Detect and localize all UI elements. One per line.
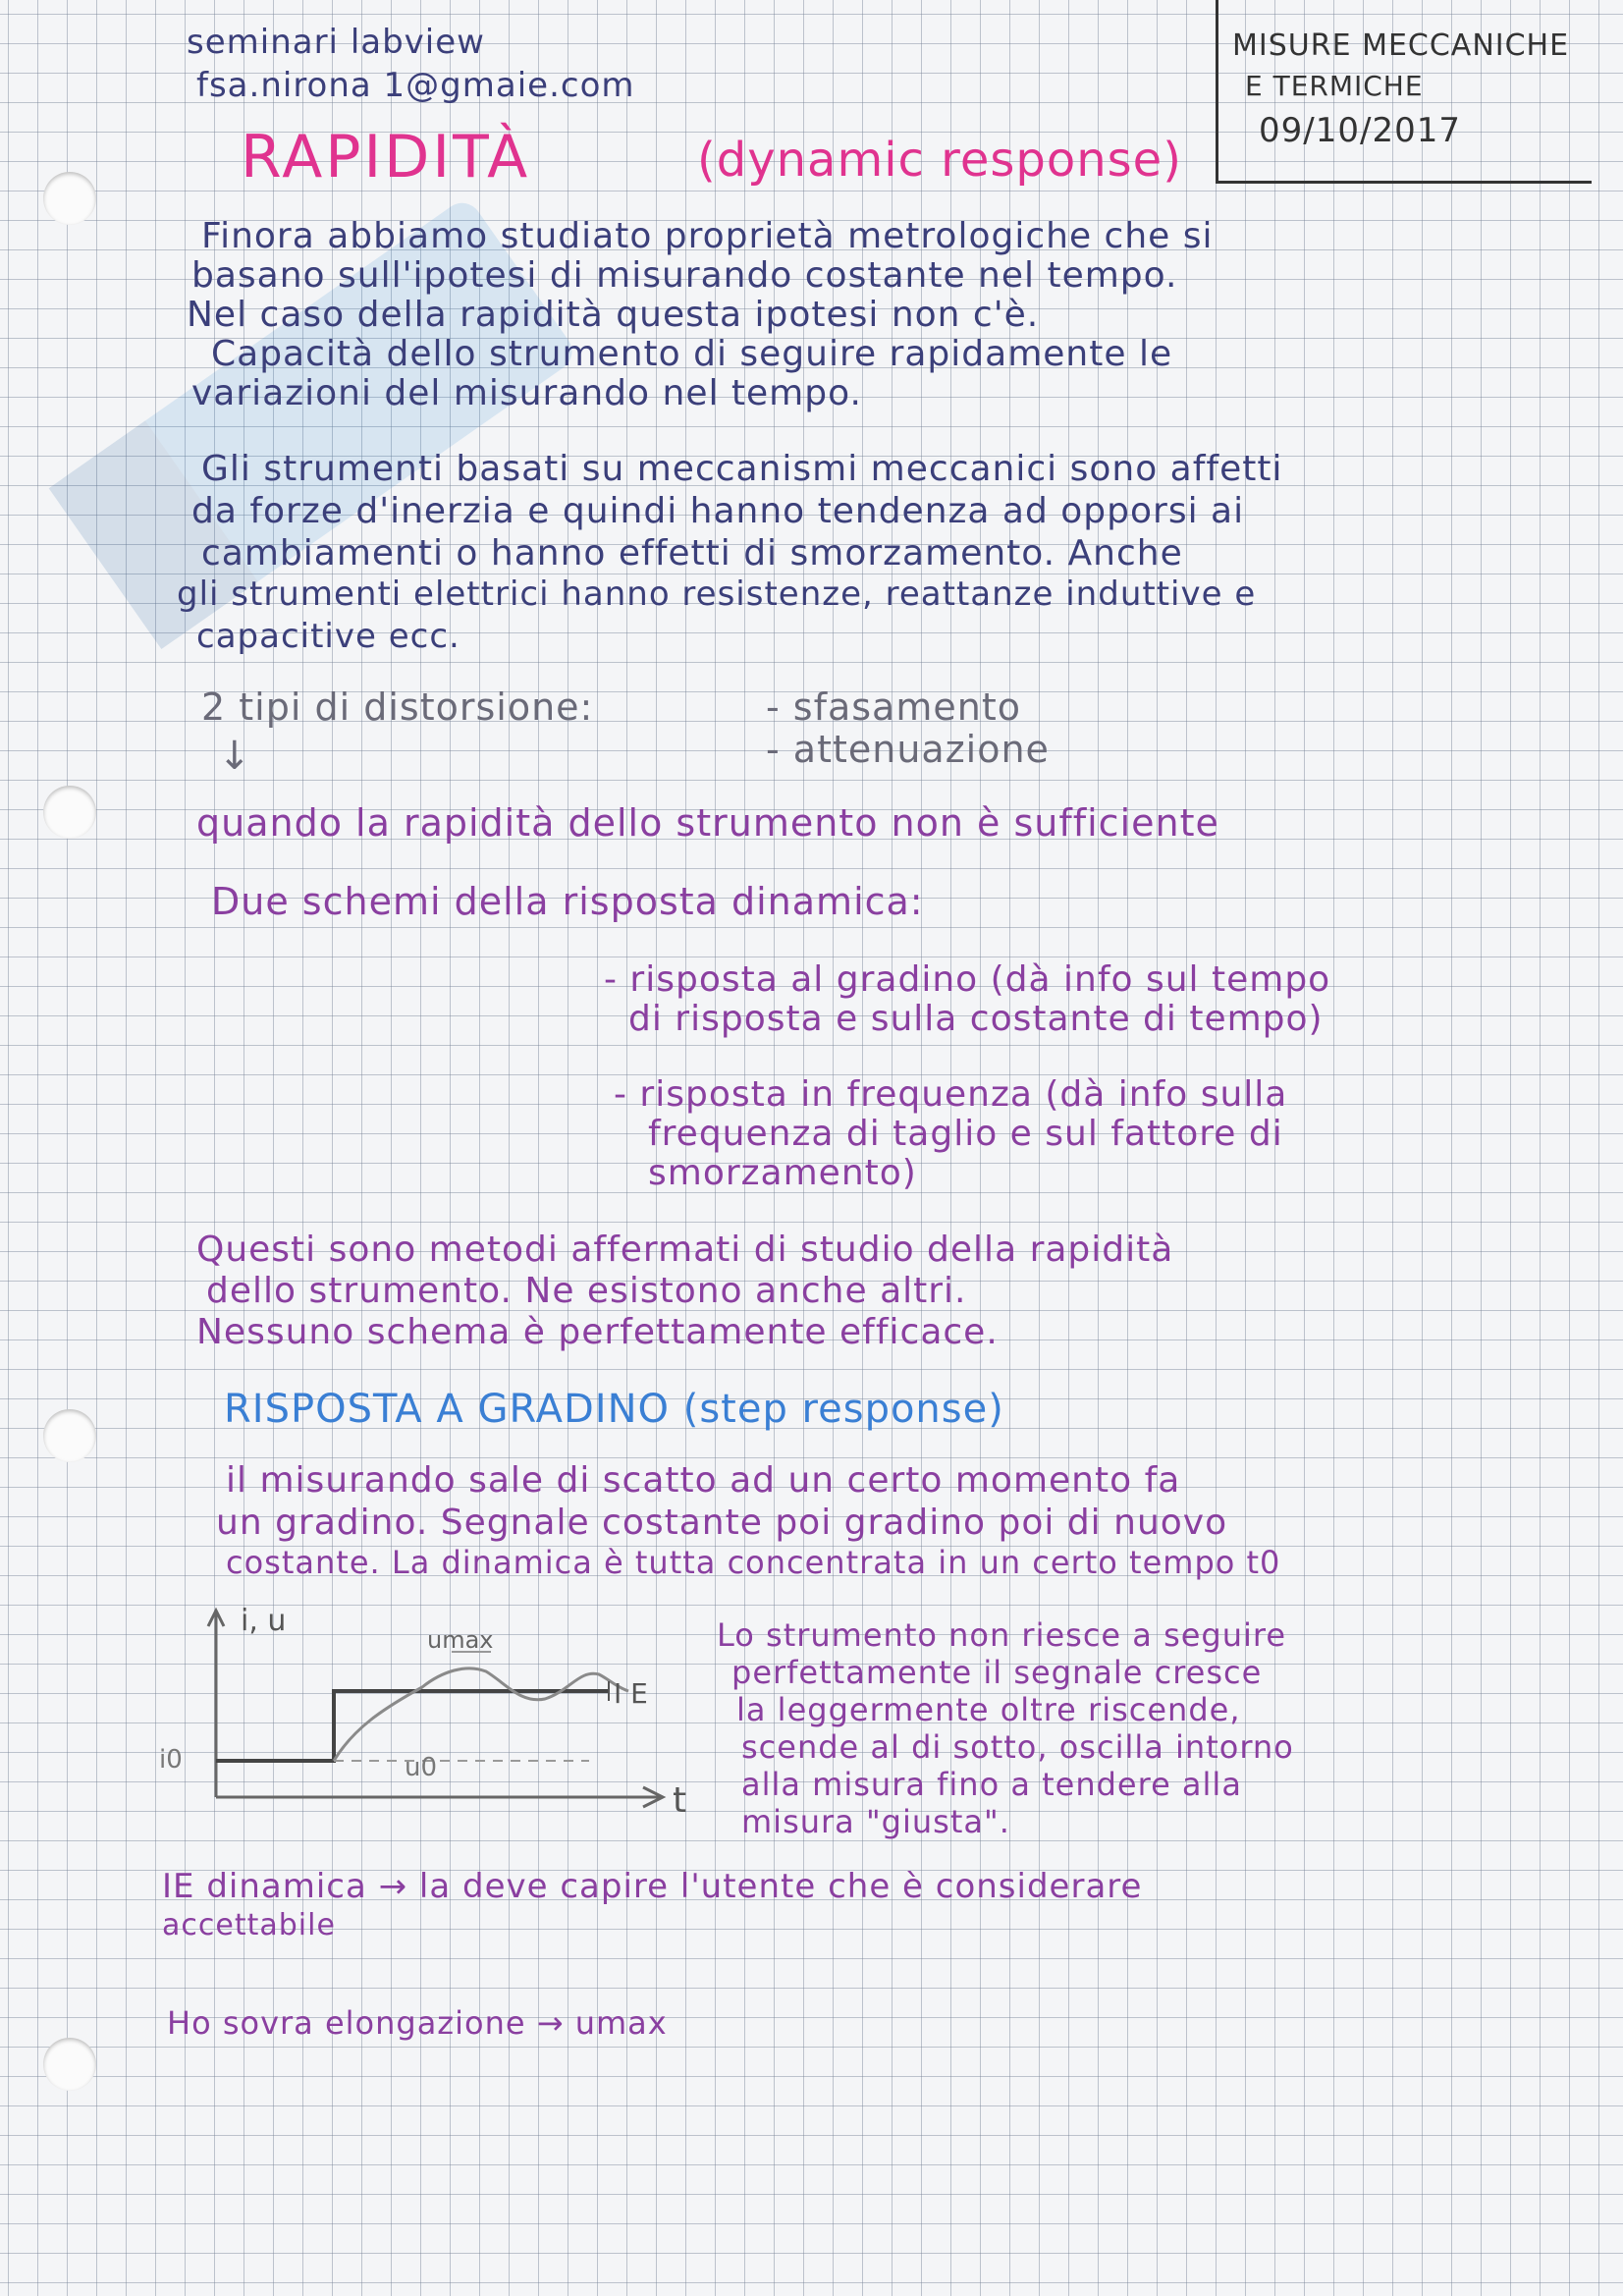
input-step-line (216, 1691, 609, 1761)
distortion-lead: 2 tipi di distorsione: (201, 685, 594, 729)
paragraph-methods-3: Nessuno schema è perfettamente efficace. (196, 1312, 999, 1352)
paragraph-instruments-1: Gli strumenti basati su meccanismi meccanici sono affetti (201, 449, 1283, 489)
side-note-2: perfettamente il segnale cresce (731, 1654, 1263, 1691)
output-response-curve (334, 1668, 628, 1761)
graph-umax-label: umax (427, 1626, 494, 1654)
step-response-heading: RISPOSTA A GRADINO (step response) (224, 1387, 1004, 1432)
graph-left-label: i0 (159, 1745, 183, 1775)
scheme-step-line-1: - risposta al gradino (dà info sul tempo (604, 959, 1331, 1000)
binder-hole-1 (43, 172, 96, 225)
step-text-2: un gradino. Segnale costante poi gradino poi di nuovo (216, 1503, 1228, 1543)
distortion-item-2: - attenuazione (766, 728, 1050, 771)
paragraph-instruments-4: gli strumenti elettrici hanno resistenze, reattanze induttive e (177, 574, 1257, 614)
graph-band-label: I E (614, 1677, 648, 1710)
scheme-step-line-2: di risposta e sulla costante di tempo) (628, 999, 1324, 1039)
distortion-item-1: - sfasamento (766, 685, 1021, 729)
side-note-5: alla misura fino a tendere alla (741, 1766, 1242, 1803)
paragraph-instruments-2: da forze d'inerzia e quindi hanno tendenza ad opporsi ai (191, 491, 1245, 531)
course-line-2: E TERMICHE (1245, 70, 1424, 102)
graph-y-label: i, u (241, 1604, 287, 1638)
side-note-6: misura "giusta". (741, 1803, 1010, 1840)
paragraph-methods-1: Questi sono metodi affermati di studio della rapidità (196, 1230, 1174, 1270)
binder-hole-4 (43, 2038, 96, 2091)
course-line-1: MISURE MECCANICHE (1232, 28, 1570, 63)
paragraph-intro-4: Capacità dello strumento di seguire rapidamente le (211, 334, 1173, 374)
page-title: RAPIDITÀ (241, 123, 531, 191)
step-text-3: costante. La dinamica è tutta concentrata in un certo tempo t0 (226, 1544, 1281, 1581)
paragraph-methods-2: dello strumento. Ne esistono anche altri. (206, 1271, 967, 1311)
binder-hole-3 (43, 1409, 96, 1462)
page-title-english: (dynamic response) (697, 133, 1182, 188)
scheme-freq-line-3: smorzamento) (648, 1153, 917, 1193)
scheme-freq-line-1: - risposta in frequenza (dà info sulla (614, 1074, 1288, 1115)
date: 09/10/2017 (1259, 111, 1461, 150)
down-arrow-icon: ↓ (218, 734, 252, 779)
schemes-lead: Due schemi della risposta dinamica: (211, 880, 924, 923)
author-line: seminari labview (187, 23, 485, 62)
step-response-graph (147, 1601, 697, 1836)
scheme-freq-line-2: frequenza di taglio e sul fattore di (648, 1114, 1283, 1154)
graph-inner-label: u0 (405, 1753, 438, 1782)
closing-line-3: Ho sovra elongazione → umax (167, 2004, 668, 2042)
closing-line-2: accettabile (162, 1908, 336, 1942)
closing-line-1: IE dinamica → la deve capire l'utente che è considerare (162, 1867, 1143, 1906)
binder-hole-2 (43, 786, 96, 839)
email: fsa.nirona 1@gmaie.com (196, 66, 635, 105)
paragraph-intro-3: Nel caso della rapidità questa ipotesi non c'è. (187, 295, 1040, 335)
distortion-result: quando la rapidità dello strumento non è sufficiente (196, 801, 1219, 845)
paragraph-intro-1: Finora abbiamo studiato proprietà metrologiche che si (201, 216, 1214, 256)
paragraph-intro-2: basano sull'ipotesi di misurando costante nel tempo. (191, 255, 1178, 296)
paragraph-instruments-5: capacitive ecc. (196, 617, 460, 656)
paragraph-instruments-3: cambiamenti o hanno effetti di smorzamento. Anche (201, 533, 1183, 574)
step-text-1: il misurando sale di scatto ad un certo momento fa (226, 1460, 1181, 1501)
side-note-4: scende al di sotto, oscilla intorno (741, 1728, 1294, 1766)
paragraph-intro-5: variazioni del misurando nel tempo. (191, 373, 862, 413)
side-note-3: la leggermente oltre riscende, (736, 1691, 1241, 1728)
side-note-1: Lo strumento non riesce a seguire (717, 1616, 1287, 1654)
graph-x-label: t (673, 1780, 687, 1821)
